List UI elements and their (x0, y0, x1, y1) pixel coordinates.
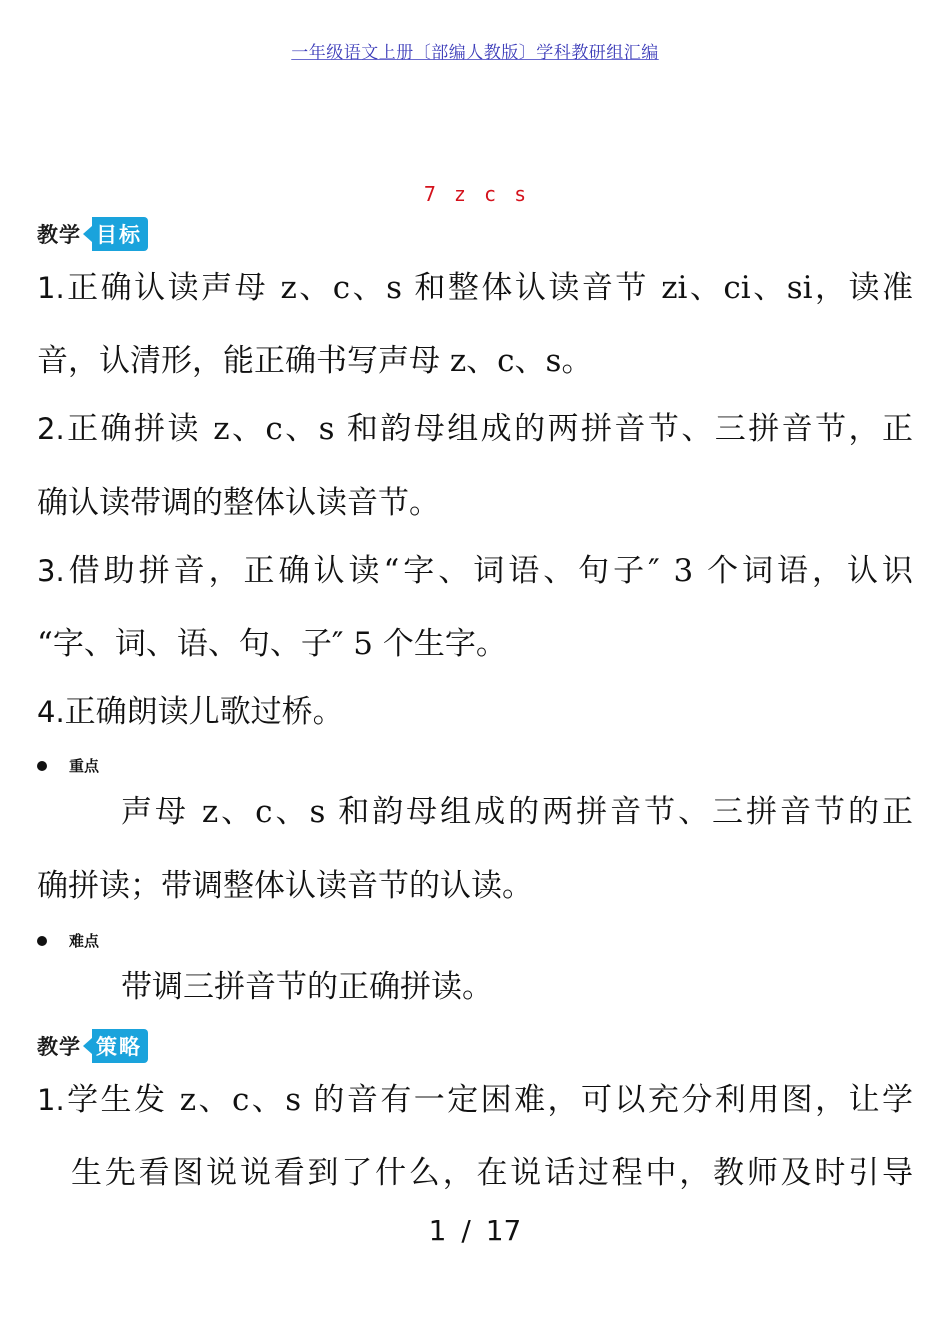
bullet-dot-icon (37, 761, 47, 771)
lesson-title: 7 z c s (423, 182, 527, 206)
badge-left-text: 教学 (37, 223, 81, 247)
badge-right-text: 策略 (92, 1029, 148, 1063)
goal-2-line-1: 2.正确拼读 z、c、s 和韵母组成的两拼音节、三拼音节，正 (37, 411, 913, 447)
page-number: 1 / 17 (428, 1214, 522, 1247)
badge-left-text: 教学 (37, 1035, 81, 1059)
goal-4-line-1: 4.正确朗读儿歌过桥。 (37, 694, 344, 730)
key-point-bullet (37, 755, 99, 776)
key-point-line-1: 声母 z、c、s 和韵母组成的两拼音节、三拼音节的正 (121, 794, 913, 830)
difficulty-line-1: 带调三拼音节的正确拼读。 (121, 969, 493, 1005)
goal-1-line-2: 音，认清形，能正确书写声母 z、c、s。 (37, 343, 593, 379)
goal-3-line-2: “字、词、语、句、子″ 5 个生字。 (37, 626, 507, 662)
badge-arrow-icon (83, 1038, 92, 1054)
strategy-1-line-1: 1.学生发 z、c、s 的音有一定困难，可以充分利用图，让学 (37, 1082, 913, 1118)
key-point-label: 重点 (69, 757, 100, 775)
badge-arrow-icon (83, 226, 92, 242)
difficulty-bullet (37, 930, 99, 951)
key-point-line-2: 确拼读；带调整体认读音节的认读。 (37, 868, 533, 904)
goal-1-line-1: 1.正确认读声母 z、c、s 和整体认读音节 zi、ci、si，读准 (37, 270, 913, 306)
badge-right-text: 目标 (92, 217, 148, 251)
bullet-dot-icon (37, 936, 47, 946)
section-badge-strategy (37, 1029, 148, 1063)
difficulty-label: 难点 (69, 932, 100, 950)
strategy-1-line-2: 生先看图说说看到了什么，在说话过程中，教师及时引导 (71, 1155, 913, 1191)
goal-2-line-2: 确认读带调的整体认读音节。 (37, 485, 440, 521)
section-badge-goals (37, 217, 148, 251)
document-header: 一年级语文上册〔部编人教版〕学科教研组汇编 (291, 43, 659, 63)
goal-3-line-1: 3.借助拼音，正确认读“字、词语、句子″ 3 个词语，认识 (37, 553, 913, 589)
